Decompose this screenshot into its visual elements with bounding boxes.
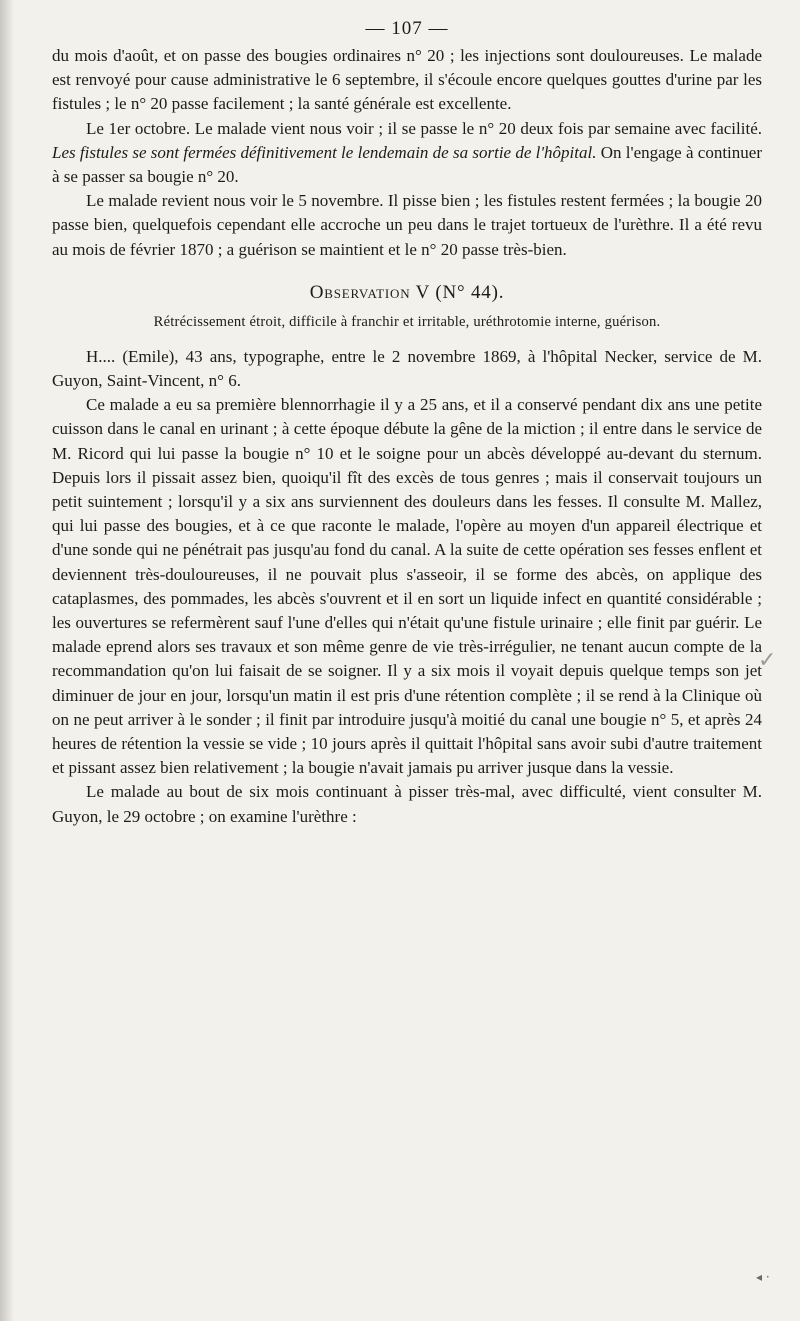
margin-check-mark: ✓	[758, 648, 777, 673]
observation-subtitle: Rétrécissement étroit, difficile à franchir et irritable, uréthrotomie interne, guérison.	[153, 313, 661, 330]
observation-history: Ce malade a eu sa première blennorrhagie il y a 25 ans, et il a conservé pendant dix ans une petite cuisson dans le canal en urinant ; à cette époque débute la gêne de la miction ; il entre dans le service de M. Ricord qui lui passe la bougie n° 10 et le soigne pour un abcès développé au-devant du sternum. Depuis lors il pissait assez bien, quoiqu'il fît des excès de tous genres ; mais il conservait toujours un petit suintement ; lorsqu'il y a six ans surviennent des douleurs dans les fesses. Il consulte M. Mallez, qui lui passe des bougies, et à ce que raconte le malade, l'opère au moyen d'un appareil électrique et d'une sonde qui ne pénétrait pas jusqu'au fond du canal. A la suite de cette opération ses fesses enflent et deviennent très-douloureuses, il ne pouvait plus s'asseoir, il se forme des abcès, on applique des cataplasmes, des pommades, les abcès s'ouvrent et il en sort un liquide infect en quantité considérable ; les ouvertures se refermèrent sauf l'une d'elles qui n'était qu'une fistule urinaire ; elle finit par guérir. Le malade eprend alors ses travaux et son même genre de vie très-irrégulier, ne tenant aucun compte de la recommandation qu'on lui faisait de se soigner. Il y a six mois il voyait depuis quelque temps son jet diminuer de jour en jour, lorsqu'un matin il est pris d'une rétention complète ; il se rend à la Clinique où on ne peut arriver à le sonder ; il finit par introduire jusqu'à moitié du canal une bougie n° 5, et après 24 heures de rétention la vessie se vide ; 10 jours après il quittait l'hôpital sans avoir subi d'autre traitement et pissant assez bien relativement ; la bougie n'avait jamais pu arriver jusque dans la vessie.	[52, 395, 762, 778]
page-content	[52, 18, 762, 829]
page-edge-shadow	[0, 0, 14, 1321]
paragraph-october-italic: Les fistules se sont fermées définitivement le lendemain de sa sortie de l'hôpital.	[52, 142, 597, 162]
observation-patient-intro: H.... (Emile), 43 ans, typographe, entre le 2 novembre 1869, à l'hôpital Necker, service de M. Guyon, Saint-Vincent, n° 6.	[52, 346, 762, 391]
margin-arrow-mark: ◂ ·	[756, 1270, 770, 1284]
paragraph-october	[52, 117, 762, 190]
paragraph-continued: du mois d'août, et on passe des bougies ordinaires n° 20 ; les injections sont douloureuses. Le malade est renvoyé pour cause administrative le 6 septembre, il s'écoule encore quelques gouttes d'urine par les fistules ; le n° 20 passe facilement ; la santé générale est excellente.	[52, 46, 762, 114]
paragraph-october-text-b: On l'engage à continuer à se passer sa bougie n° 20.	[52, 142, 762, 187]
observation-consultation: Le malade au bout de six mois continuant à pisser très-mal, avec difficulté, vient consulter M. Guyon, le 29 octobre ; on examine l'urèthre :	[52, 782, 762, 826]
paragraph-october-text-a: Le 1er octobre. Le malade vient nous voir ; il se passe le n° 20 deux fois par semaine avec facilité.	[86, 118, 762, 138]
observation-title: Observation V (N° 44).	[309, 281, 505, 303]
paragraph-november: Le malade revient nous voir le 5 novembre. Il pisse bien ; les fistules restent fermées ; la bougie 20 passe bien, quelquefois cependant elle accroche un peu dans le trajet tortueux de l'urèthre. Il a été revu au mois de février 1870 ; a guérison se maintient et le n° 20 passe très-bien.	[52, 191, 762, 259]
page-number: — 107 —	[365, 18, 449, 39]
